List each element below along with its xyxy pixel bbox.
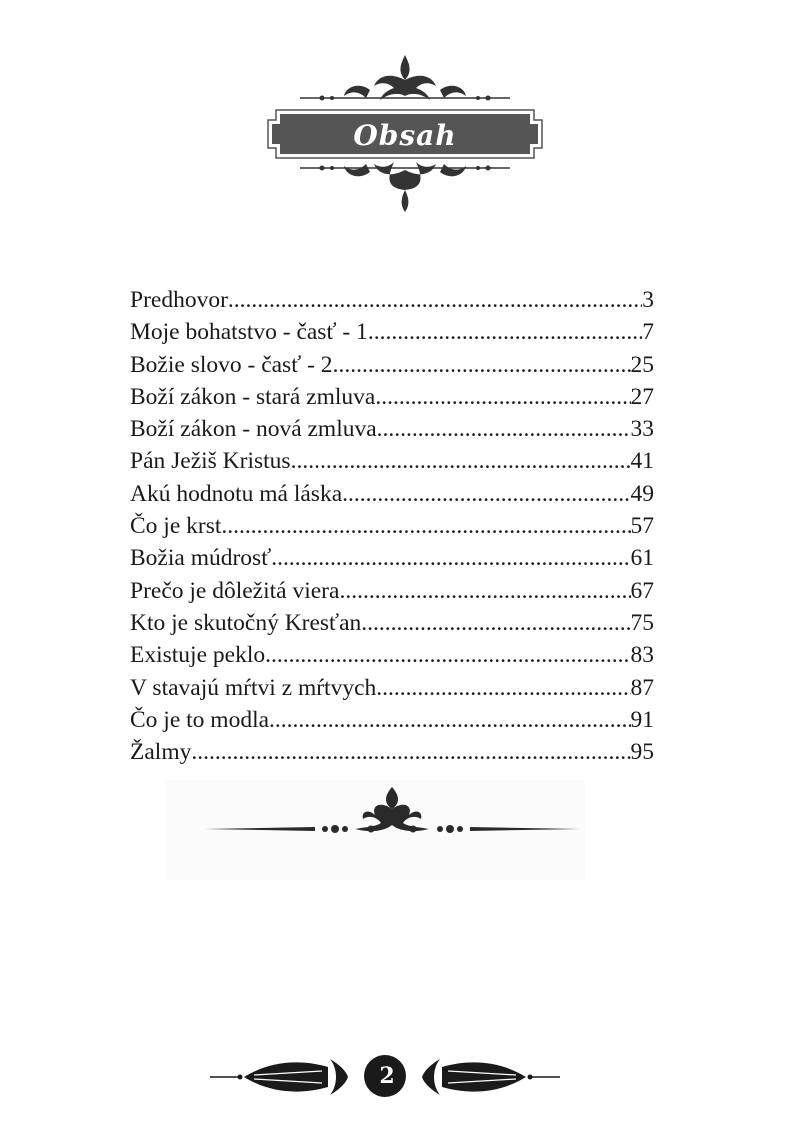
toc-entry xyxy=(130,607,654,639)
toc-entry-page: 91 xyxy=(630,706,654,733)
toc-entry-title: Boží zákon - nová zmluva xyxy=(130,416,377,443)
toc-entry xyxy=(130,736,654,768)
toc-leader-dots xyxy=(377,413,631,445)
toc-leader-dots xyxy=(339,575,630,607)
toc-entry-title: Božie slovo - časť - 2 xyxy=(130,351,333,378)
toc-entry-title: Predhovor xyxy=(130,287,228,313)
toc-leader-dots xyxy=(265,639,630,671)
toc-leader-dots xyxy=(291,445,631,477)
toc-leader-dots xyxy=(375,381,630,413)
toc-entry-title: V stavajú mŕtvi z mŕtvych xyxy=(130,674,377,701)
toc-entry xyxy=(130,672,654,704)
toc-leader-dots xyxy=(376,672,630,704)
divider-ornament xyxy=(205,785,580,855)
toc-entry xyxy=(130,639,654,671)
toc-entry-page: 67 xyxy=(630,577,654,604)
toc-entry-page: 25 xyxy=(630,351,654,378)
table-of-contents xyxy=(130,284,654,768)
toc-entry xyxy=(130,478,654,510)
toc-entry-page: 87 xyxy=(630,674,654,701)
toc-entry-page: 75 xyxy=(630,609,654,636)
toc-leader-dots xyxy=(333,349,631,381)
toc-entry-title: Pán Ježiš Kristus xyxy=(130,448,291,475)
toc-leader-dots xyxy=(342,478,630,510)
toc-entry xyxy=(130,316,654,348)
toc-entry-page: 61 xyxy=(630,545,654,572)
toc-leader-dots xyxy=(368,316,642,348)
toc-leader-dots xyxy=(269,704,630,736)
toc-entry-page: 83 xyxy=(630,642,654,669)
toc-entry-page: 41 xyxy=(630,448,654,475)
toc-entry xyxy=(130,284,654,316)
toc-entry-title: Kto je skutočný Kresťan xyxy=(130,609,362,636)
toc-leader-dots xyxy=(271,542,630,574)
toc-entry xyxy=(130,413,654,445)
toc-entry-page: 3 xyxy=(642,287,654,313)
page-title: Obsah xyxy=(353,118,457,152)
toc-leader-dots xyxy=(221,510,630,542)
toc-entry-title: Boží zákon - stará zmluva xyxy=(130,383,376,410)
toc-entry xyxy=(130,704,654,736)
toc-entry-title: Božia múdrosť xyxy=(130,545,272,572)
toc-entry-page: 57 xyxy=(630,513,654,540)
toc-entry xyxy=(130,510,654,542)
toc-entry xyxy=(130,575,654,607)
toc-leader-dots xyxy=(228,284,642,316)
toc-entry xyxy=(130,349,654,381)
toc-entry xyxy=(130,381,654,413)
toc-entry-page: 49 xyxy=(630,480,654,507)
toc-entry-page: 7 xyxy=(642,319,654,346)
toc-entry xyxy=(130,445,654,477)
toc-entry-page: 33 xyxy=(630,416,654,443)
toc-entry-title: Žalmy xyxy=(130,739,192,766)
toc-leader-dots xyxy=(191,736,630,768)
toc-entry-title: Čo je to modla xyxy=(130,706,270,733)
toc-entry-title: Akú hodnotu má láska xyxy=(130,480,343,507)
toc-entry xyxy=(130,542,654,574)
toc-entry-title: Čo je krst xyxy=(130,513,222,540)
toc-entry-page: 95 xyxy=(630,739,654,766)
toc-entry-title: Moje bohatstvo - časť - 1 xyxy=(130,319,368,346)
toc-entry-title: Existuje peklo xyxy=(130,642,266,669)
page-number: 2 xyxy=(379,1063,395,1089)
toc-entry-page: 27 xyxy=(630,383,654,410)
toc-leader-dots xyxy=(361,607,630,639)
toc-entry-title: Prečo je dôležitá viera xyxy=(130,577,340,604)
